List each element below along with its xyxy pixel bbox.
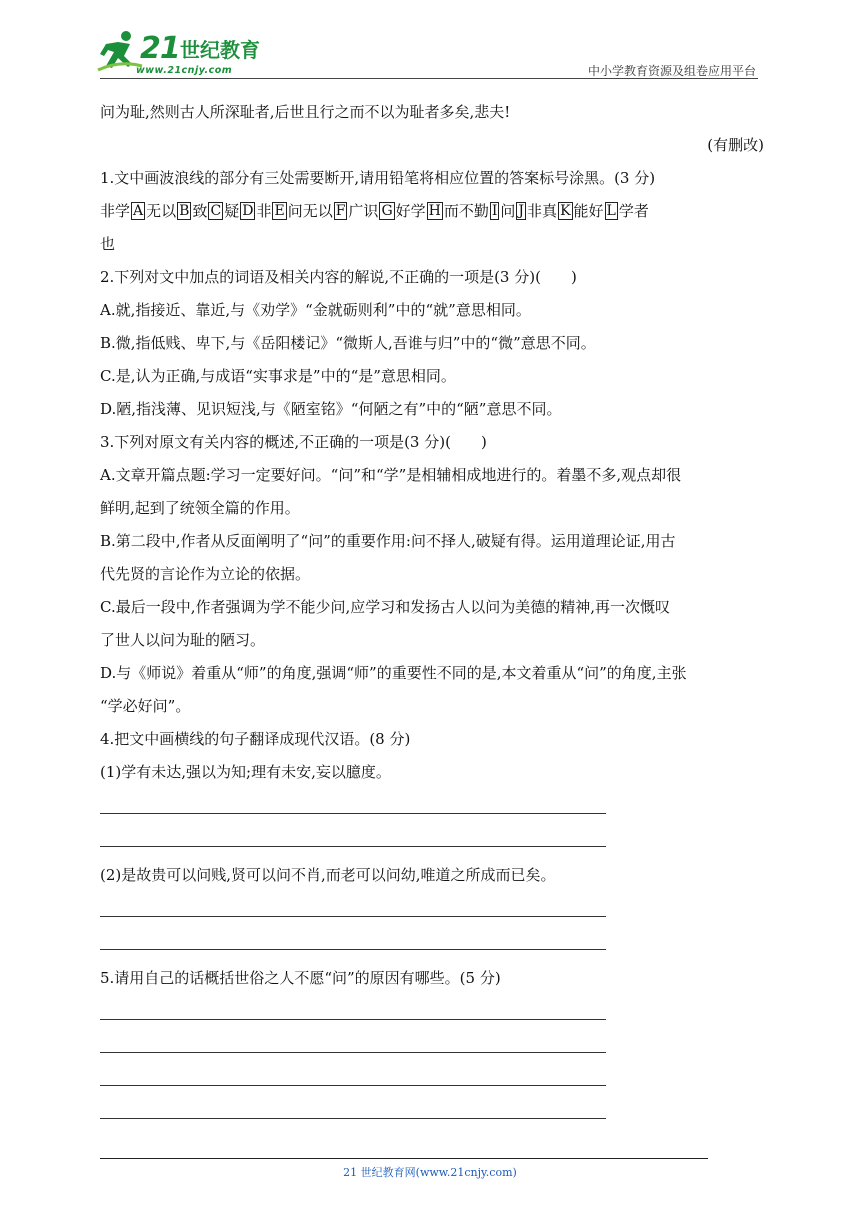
q1-segment: 非真 <box>527 202 558 220</box>
q2-option-a: A.就,指接近、靠近,与《劝学》“金就砺则利”中的“就”意思相同。 <box>100 301 531 319</box>
answer-line[interactable] <box>100 813 606 814</box>
answer-line-row <box>100 925 764 958</box>
q5-stem: 5.请用自己的话概括世俗之人不愿“问”的原因有哪些。(5 分) <box>100 969 501 987</box>
answer-line[interactable] <box>100 1118 606 1119</box>
answer-letter-box[interactable]: H <box>428 203 441 219</box>
answer-line-row <box>100 1094 764 1127</box>
q1-tail: 也 <box>100 235 116 253</box>
q2-option-d: D.陋,指浅薄、见识短浅,与《陋室铭》“何陋之有”中的“陋”意思不同。 <box>100 400 562 418</box>
q1-segment: 非 <box>256 202 272 220</box>
q3-option-a: A.文章开篇点题:学习一定要好问。“问”和“学”是相辅相成地进行的。着墨不多,观点却很 <box>100 466 682 484</box>
q2-option-c: C.是,认为正确,与成语“实事求是”中的“是”意思相同。 <box>100 367 456 385</box>
q3-option-c-cont: 了世人以问为耻的陋习。 <box>100 631 266 649</box>
answer-line-row <box>100 1028 764 1061</box>
q3-option-a-cont: 鲜明,起到了统领全篇的作用。 <box>100 499 300 517</box>
answer-letter-box[interactable]: I <box>491 203 498 219</box>
q1-segmented-text <box>100 195 764 228</box>
footer-text[interactable]: 21 世纪教育网(www.21cnjy.com) <box>343 1166 517 1179</box>
answer-letter-box[interactable]: E <box>274 203 285 219</box>
q3-stem: 3.下列对原文有关内容的概述,不正确的一项是(3 分)( ) <box>100 433 487 451</box>
platform-caption: 中小学教育资源及组卷应用平台 <box>587 64 756 78</box>
answer-letter-box[interactable]: K <box>560 203 571 219</box>
answer-line-row <box>100 822 764 855</box>
logo-url: www.21cnjy.com <box>136 65 233 76</box>
answer-line[interactable] <box>100 916 606 917</box>
q1-segment: 而不勤 <box>443 202 489 220</box>
q4-stem: 4.把文中画横线的句子翻译成现代汉语。(8 分) <box>100 730 411 748</box>
q1-segment: 非学 <box>100 202 131 220</box>
q1-segment: 好学 <box>395 202 426 220</box>
answer-letter-box[interactable]: F <box>335 203 346 219</box>
passage-end: 问为耻,然则古人所深耻者,后世且行之而不以为耻者多矣,悲夫! <box>100 103 511 121</box>
answer-letter-box[interactable]: A <box>133 203 144 219</box>
answer-line-row <box>100 789 764 822</box>
answer-line-row <box>100 892 764 925</box>
q1-segment: 学者 <box>618 202 649 220</box>
site-logo[interactable] <box>96 30 261 80</box>
q1-segment: 问 <box>500 202 516 220</box>
q2-stem: 2.下列对文中加点的词语及相关内容的解说,不正确的一项是(3 分)( ) <box>100 268 577 286</box>
q2-option-b: B.微,指低贱、卑下,与《岳阳楼记》“微斯人,吾谁与归”中的“微”意思不同。 <box>100 334 596 352</box>
source-note: (有删改) <box>707 136 764 154</box>
answer-line-row <box>100 995 764 1028</box>
exam-content <box>100 96 764 1127</box>
answer-letter-box[interactable]: J <box>518 203 525 219</box>
q3-option-b-cont: 代先贤的言论作为立论的依据。 <box>100 565 311 583</box>
q3-option-c: C.最后一段中,作者强调为学不能少问,应学习和发扬古人以问为美德的精神,再一次慨叹 <box>100 598 671 616</box>
logo-number: 21 <box>140 31 180 66</box>
answer-line[interactable] <box>100 846 606 847</box>
answer-line-row <box>100 1061 764 1094</box>
q1-segment: 能好 <box>573 202 604 220</box>
q3-option-b: B.第二段中,作者从反面阐明了“问”的重要作用:问不择人,破疑有得。运用道理论证,用古 <box>100 532 676 550</box>
answer-line[interactable] <box>100 1052 606 1053</box>
answer-line[interactable] <box>100 1085 606 1086</box>
answer-letter-box[interactable]: D <box>242 203 254 219</box>
footer-divider <box>100 1158 708 1159</box>
answer-letter-box[interactable]: L <box>606 203 616 219</box>
answer-line[interactable] <box>100 949 606 950</box>
page-header <box>0 0 860 82</box>
q1-stem: 1.文中画波浪线的部分有三处需要断开,请用铅笔将相应位置的答案标号涂黑。(3 分) <box>100 169 656 187</box>
q4-sub2: (2)是故贵可以问贱,贤可以问不肖,而老可以问幼,唯道之所成而已矣。 <box>100 866 556 884</box>
q1-segment: 问无以 <box>287 202 333 220</box>
q3-option-d: D.与《师说》着重从“师”的角度,强调“师”的重要性不同的是,本文着重从“问”的角度,主张 <box>100 664 687 682</box>
header-divider <box>100 78 758 79</box>
q3-option-d-cont: “学必好问”。 <box>100 697 191 715</box>
q1-segment: 广识 <box>348 202 379 220</box>
q1-segment: 疑 <box>224 202 240 220</box>
q1-segment: 致 <box>192 202 208 220</box>
q4-sub1: (1)学有未达,强以为知;理有未安,妄以臆度。 <box>100 763 391 781</box>
answer-letter-box[interactable]: C <box>210 203 222 219</box>
answer-line[interactable] <box>100 1019 606 1020</box>
logo-title: 世纪教育 <box>180 38 260 62</box>
answer-letter-box[interactable]: G <box>381 203 393 219</box>
answer-letter-box[interactable]: B <box>179 203 190 219</box>
q1-segment: 无以 <box>146 202 177 220</box>
